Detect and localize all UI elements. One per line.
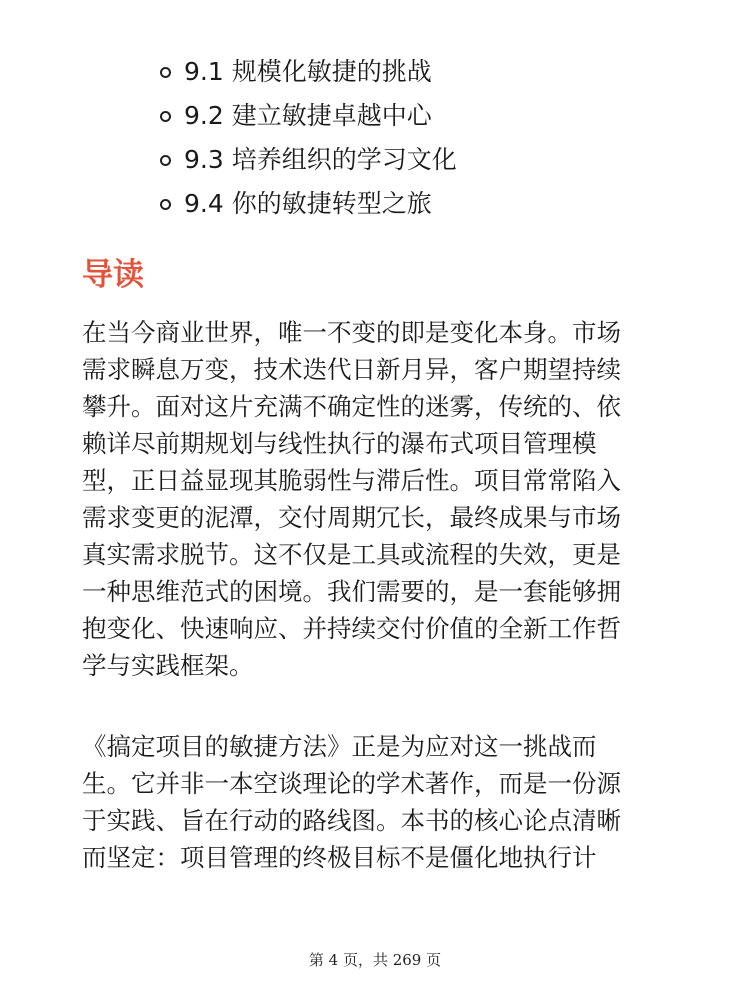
text-line: 型，正日益显现其脆弱性与滞后性。项目常常陷入 [82, 466, 621, 495]
circle-bullet-icon [160, 155, 171, 166]
toc-item[interactable] [160, 138, 457, 182]
text-line: 攀升。面对这片充满不确定性的迷雾，传统的、依 [82, 392, 621, 421]
section-heading: 导读 [82, 257, 144, 293]
toc-item[interactable] [160, 50, 457, 94]
toc-item-label: 9.2 建立敏捷卓越中心 [184, 101, 432, 130]
page-number-footer: 第 4 页，共 269 页 [308, 951, 442, 969]
circle-bullet-icon [160, 111, 171, 122]
text-line: 需求变更的泥潭，交付周期冗长，最终成果与市场 [82, 503, 621, 532]
text-line: 需求瞬息万变，技术迭代日新月异，客户期望持续 [82, 355, 621, 384]
text-line: 赖详尽前期规划与线性执行的瀑布式项目管理模 [82, 429, 597, 458]
body-paragraph [82, 728, 672, 876]
text-line: 一种思维范式的困境。我们需要的，是一套能够拥 [82, 577, 621, 606]
text-line: 生。它并非一本空谈理论的学术著作，而是一份源 [82, 769, 621, 798]
toc-item-label: 9.3 培养组织的学习文化 [184, 145, 457, 174]
circle-bullet-icon [160, 67, 171, 78]
toc-item-label: 9.4 你的敏捷转型之旅 [184, 189, 432, 218]
toc-item-label: 9.1 规模化敏捷的挑战 [184, 57, 432, 86]
text-line: 在当今商业世界，唯一不变的即是变化本身。市场 [82, 318, 621, 347]
text-line: 学与实践框架。 [82, 651, 254, 680]
table-of-contents [160, 50, 457, 226]
body-paragraph [82, 314, 672, 684]
text-line: 于实践、旨在行动的路线图。本书的核心论点清晰 [82, 806, 621, 835]
toc-item[interactable] [160, 94, 457, 138]
text-line: 《搞定项目的敏捷方法》正是为应对这一挑战而 [82, 732, 597, 761]
text-line: 真实需求脱节。这不仅是工具或流程的失效，更是 [82, 540, 621, 569]
circle-bullet-icon [160, 199, 171, 210]
toc-item[interactable] [160, 182, 457, 226]
text-line: 而坚定：项目管理的终极目标不是僵化地执行计 [82, 843, 597, 872]
text-line: 抱变化、快速响应、并持续交付价值的全新工作哲 [82, 614, 621, 643]
